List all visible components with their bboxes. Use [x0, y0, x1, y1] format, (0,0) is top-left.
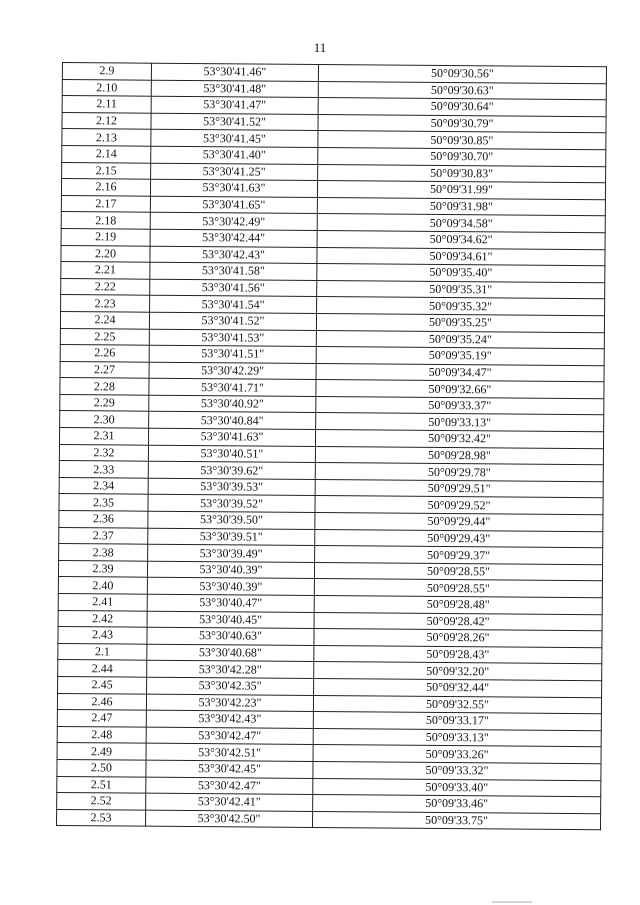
- longitude-cell: 50°09'35.25": [316, 313, 604, 332]
- longitude-cell: 50°09'30.85": [318, 131, 606, 150]
- latitude-cell: 53°30'39.53": [148, 478, 315, 496]
- point-id-cell: 2.42: [58, 610, 147, 627]
- latitude-cell: 53°30'40.45": [147, 611, 314, 629]
- point-id-cell: 2.46: [57, 693, 146, 710]
- coordinates-table-body: [57, 63, 607, 831]
- latitude-cell: 53°30'41.45": [151, 130, 318, 148]
- point-id-cell: 2.47: [57, 710, 146, 727]
- longitude-cell: 50°09'28.26": [314, 629, 602, 648]
- latitude-cell: 53°30'42.35": [147, 677, 314, 695]
- point-id-cell: 2.28: [60, 378, 149, 395]
- point-id-cell: 2.24: [60, 311, 149, 328]
- longitude-cell: 50°09'30.83": [318, 164, 606, 183]
- latitude-cell: 53°30'42.44": [150, 229, 317, 247]
- latitude-cell: 53°30'41.54": [150, 296, 317, 314]
- longitude-cell: 50°09'32.55": [313, 695, 601, 714]
- point-id-cell: 2.25: [60, 328, 149, 345]
- latitude-cell: 53°30'42.29": [149, 362, 316, 380]
- longitude-cell: 50°09'29.52": [315, 496, 603, 515]
- point-id-cell: 2.19: [61, 228, 150, 245]
- longitude-cell: 50°09'30.56": [318, 65, 606, 84]
- longitude-cell: 50°09'28.98": [315, 446, 603, 465]
- point-id-cell: 2.14: [62, 145, 151, 162]
- point-id-cell: 2.48: [57, 726, 146, 743]
- point-id-cell: 2.39: [58, 560, 147, 577]
- longitude-cell: 50°09'33.37": [316, 396, 604, 415]
- latitude-cell: 53°30'41.48": [151, 80, 318, 98]
- longitude-cell: 50°09'35.19": [316, 347, 604, 366]
- longitude-cell: 50°09'28.55": [314, 562, 602, 581]
- point-id-cell: 2.41: [58, 593, 147, 610]
- longitude-cell: 50°09'29.37": [315, 546, 603, 565]
- longitude-cell: 50°09'35.24": [316, 330, 604, 349]
- longitude-cell: 50°09'33.75": [312, 811, 600, 830]
- point-id-cell: 2.23: [61, 295, 150, 312]
- point-id-cell: 2.1: [58, 643, 147, 660]
- longitude-cell: 50°09'35.31": [317, 280, 605, 299]
- latitude-cell: 53°30'41.63": [148, 428, 315, 446]
- longitude-cell: 50°09'31.98": [317, 197, 605, 216]
- point-id-cell: 2.43: [58, 627, 147, 644]
- latitude-cell: 53°30'42.43": [146, 710, 313, 728]
- latitude-cell: 53°30'42.41": [146, 793, 313, 811]
- table-row: [57, 809, 601, 830]
- longitude-cell: 50°09'34.58": [317, 214, 605, 233]
- latitude-cell: 53°30'42.50": [145, 810, 312, 828]
- point-id-cell: 2.33: [59, 461, 148, 478]
- point-id-cell: 2.34: [59, 477, 148, 494]
- longitude-cell: 50°09'28.55": [314, 579, 602, 598]
- point-id-cell: 2.51: [57, 776, 146, 793]
- latitude-cell: 53°30'40.39": [147, 578, 314, 596]
- longitude-cell: 50°09'34.47": [316, 363, 604, 382]
- point-id-cell: 2.49: [57, 743, 146, 760]
- latitude-cell: 53°30'41.47": [151, 96, 318, 114]
- latitude-cell: 53°30'42.47": [146, 777, 313, 795]
- point-id-cell: 2.44: [58, 660, 147, 677]
- latitude-cell: 53°30'39.51": [148, 528, 315, 546]
- point-id-cell: 2.29: [60, 394, 149, 411]
- point-id-cell: 2.11: [62, 96, 151, 113]
- point-id-cell: 2.21: [61, 262, 150, 279]
- longitude-cell: 50°09'33.17": [313, 712, 601, 731]
- coordinates-table-wrapper: [56, 62, 607, 831]
- longitude-cell: 50°09'33.46": [313, 795, 601, 814]
- point-id-cell: 2.18: [61, 212, 150, 229]
- longitude-cell: 50°09'32.42": [315, 430, 603, 449]
- point-id-cell: 2.10: [62, 79, 151, 96]
- longitude-cell: 50°09'28.43": [314, 645, 602, 664]
- latitude-cell: 53°30'40.63": [147, 627, 314, 645]
- longitude-cell: 50°09'29.78": [315, 463, 603, 482]
- latitude-cell: 53°30'39.49": [148, 544, 315, 562]
- point-id-cell: 2.35: [59, 494, 148, 511]
- longitude-cell: 50°09'34.62": [317, 230, 605, 249]
- latitude-cell: 53°30'41.51": [149, 345, 316, 363]
- latitude-cell: 53°30'41.56": [150, 279, 317, 297]
- latitude-cell: 53°30'39.50": [148, 511, 315, 529]
- longitude-cell: 50°09'30.70": [318, 147, 606, 166]
- latitude-cell: 53°30'40.92": [149, 395, 316, 413]
- latitude-cell: 53°30'39.52": [148, 495, 315, 513]
- latitude-cell: 53°30'42.23": [146, 694, 313, 712]
- latitude-cell: 53°30'41.46": [151, 63, 318, 81]
- longitude-cell: 50°09'30.79": [318, 114, 606, 133]
- latitude-cell: 53°30'41.25": [151, 163, 318, 181]
- longitude-cell: 50°09'29.44": [315, 513, 603, 532]
- point-id-cell: 2.20: [61, 245, 150, 262]
- longitude-cell: 50°09'30.63": [318, 81, 606, 100]
- point-id-cell: 2.12: [62, 112, 151, 129]
- point-id-cell: 2.38: [59, 544, 148, 561]
- point-id-cell: 2.22: [61, 278, 150, 295]
- point-id-cell: 2.26: [60, 345, 149, 362]
- longitude-cell: 50°09'33.13": [313, 728, 601, 747]
- latitude-cell: 53°30'42.45": [146, 760, 313, 778]
- longitude-cell: 50°09'28.48": [314, 595, 602, 614]
- latitude-cell: 53°30'40.39": [147, 561, 314, 579]
- longitude-cell: 50°09'33.26": [313, 745, 601, 764]
- latitude-cell: 53°30'40.68": [147, 644, 314, 662]
- longitude-cell: 50°09'32.66": [316, 380, 604, 399]
- point-id-cell: 2.27: [60, 361, 149, 378]
- point-id-cell: 2.32: [59, 444, 148, 461]
- longitude-cell: 50°09'35.32": [317, 297, 605, 316]
- longitude-cell: 50°09'32.44": [314, 678, 602, 697]
- longitude-cell: 50°09'31.99": [317, 181, 605, 200]
- coordinates-table: [56, 62, 607, 831]
- latitude-cell: 53°30'41.52": [149, 312, 316, 330]
- longitude-cell: 50°09'28.42": [314, 612, 602, 631]
- longitude-cell: 50°09'32.20": [314, 662, 602, 681]
- latitude-cell: 53°30'39.62": [148, 461, 315, 479]
- page-number: 11: [313, 40, 327, 55]
- longitude-cell: 50°09'30.64": [318, 98, 606, 117]
- point-id-cell: 2.52: [57, 793, 146, 810]
- latitude-cell: 53°30'42.47": [146, 727, 313, 745]
- latitude-cell: 53°30'41.52": [151, 113, 318, 131]
- point-id-cell: 2.30: [60, 411, 149, 428]
- point-id-cell: 2.9: [62, 63, 151, 80]
- latitude-cell: 53°30'40.51": [148, 445, 315, 463]
- longitude-cell: 50°09'34.61": [317, 247, 605, 266]
- latitude-cell: 53°30'41.71": [149, 378, 316, 396]
- point-id-cell: 2.36: [59, 511, 148, 528]
- latitude-cell: 53°30'41.53": [149, 329, 316, 347]
- longitude-cell: 50°09'33.40": [313, 778, 601, 797]
- point-id-cell: 2.40: [58, 577, 147, 594]
- point-id-cell: 2.31: [59, 428, 148, 445]
- latitude-cell: 53°30'41.40": [151, 146, 318, 164]
- longitude-cell: 50°09'33.13": [316, 413, 604, 432]
- latitude-cell: 53°30'42.43": [150, 246, 317, 264]
- point-id-cell: 2.16: [61, 179, 150, 196]
- latitude-cell: 53°30'42.28": [147, 661, 314, 679]
- scan-artifact: [492, 901, 532, 903]
- point-id-cell: 2.50: [57, 759, 146, 776]
- latitude-cell: 53°30'40.84": [149, 412, 316, 430]
- longitude-cell: 50°09'35.40": [317, 264, 605, 283]
- point-id-cell: 2.53: [57, 809, 146, 826]
- latitude-cell: 53°30'41.58": [150, 262, 317, 280]
- longitude-cell: 50°09'29.51": [315, 479, 603, 498]
- point-id-cell: 2.45: [58, 676, 147, 693]
- latitude-cell: 53°30'41.65": [150, 196, 317, 214]
- point-id-cell: 2.17: [61, 195, 150, 212]
- point-id-cell: 2.13: [62, 129, 151, 146]
- latitude-cell: 53°30'42.51": [146, 744, 313, 762]
- longitude-cell: 50°09'33.32": [313, 761, 601, 780]
- latitude-cell: 53°30'42.49": [150, 213, 317, 231]
- latitude-cell: 53°30'40.47": [147, 594, 314, 612]
- point-id-cell: 2.15: [62, 162, 151, 179]
- latitude-cell: 53°30'41.63": [150, 179, 317, 197]
- longitude-cell: 50°09'29.43": [315, 529, 603, 548]
- point-id-cell: 2.37: [59, 527, 148, 544]
